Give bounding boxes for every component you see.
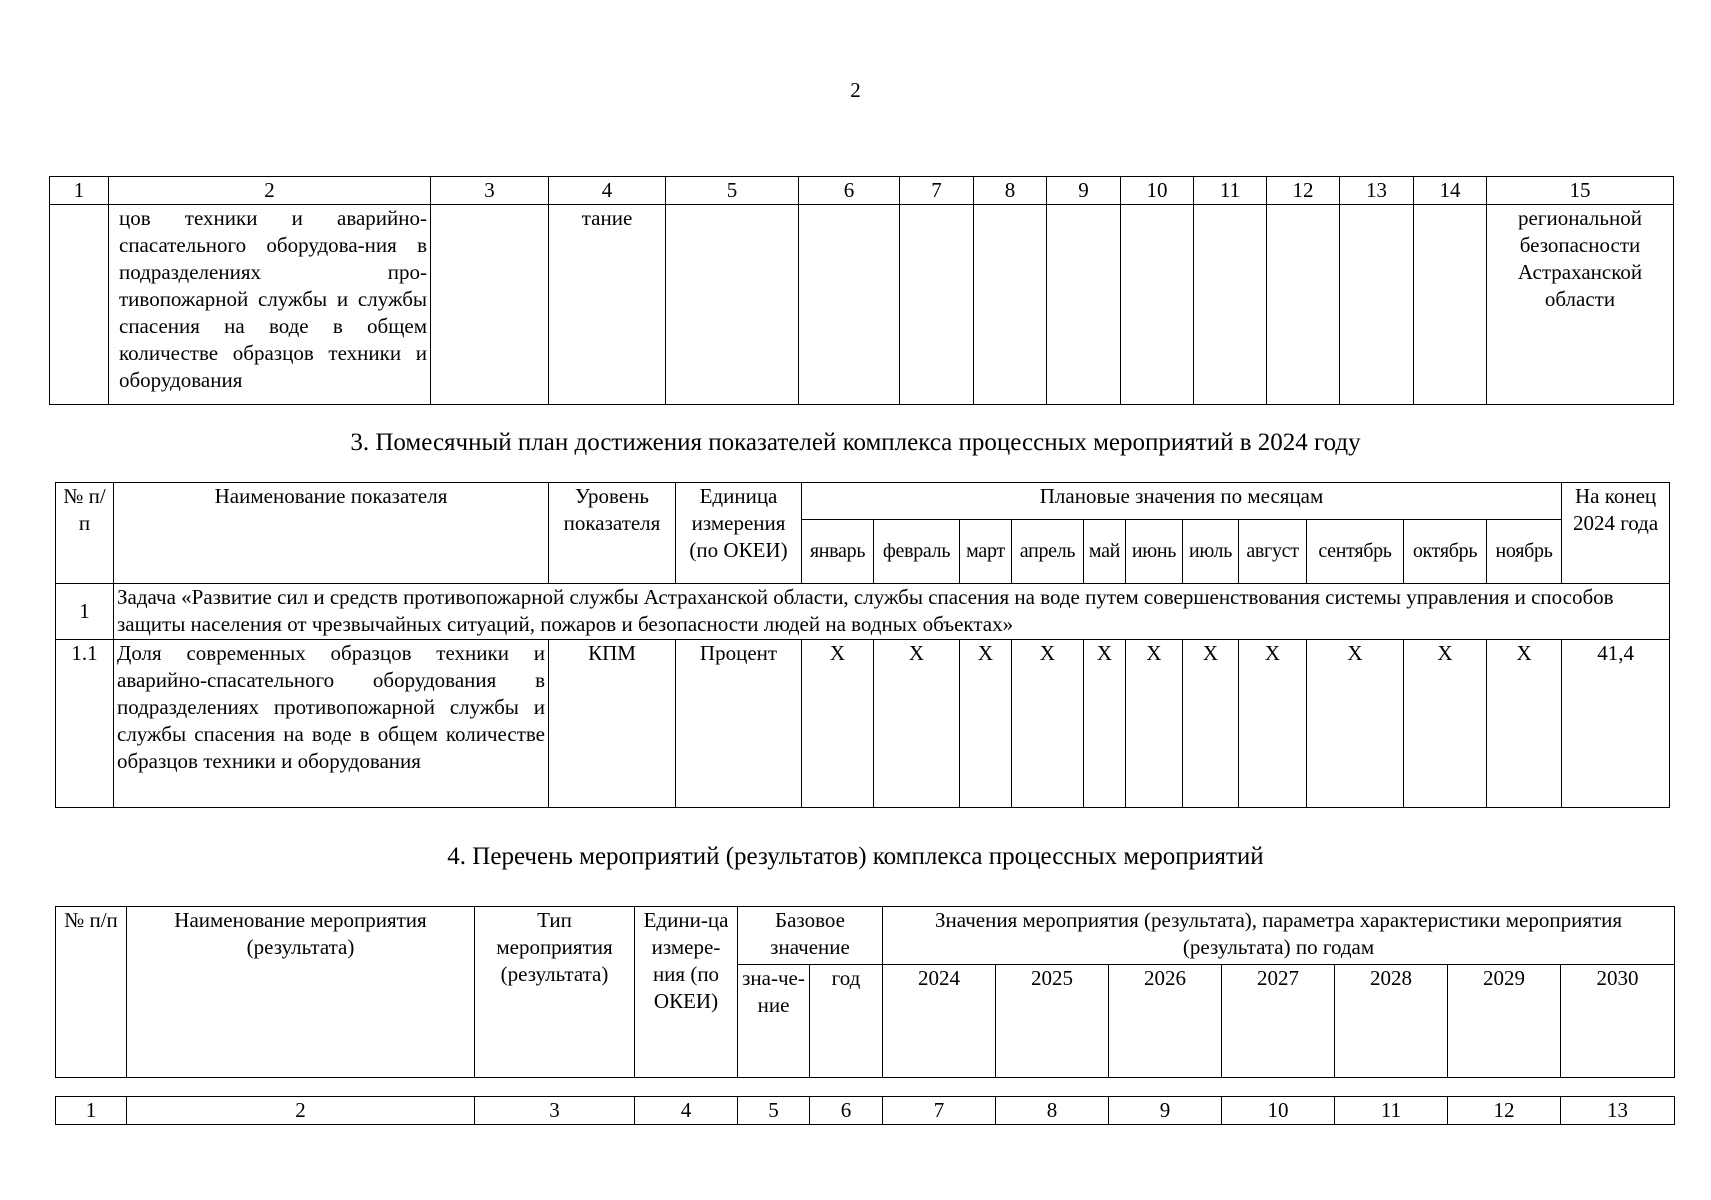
indicator-row: [56, 640, 1670, 808]
month-value: Х: [1239, 640, 1307, 808]
monthly-plan-table: [55, 482, 1670, 808]
month-value: Х: [1084, 640, 1126, 808]
month-header: июль: [1183, 520, 1239, 584]
cell-empty: [799, 205, 900, 405]
header-values-by-year: Значения мероприятия (результата), параметра характеристики мероприятия (результата) по годам: [883, 907, 1675, 965]
month-value: Х: [1183, 640, 1239, 808]
header-base-value: Базовое значение: [738, 907, 883, 965]
table-continuation: [49, 176, 1674, 405]
col-number: 1: [50, 177, 109, 205]
col-number: 6: [810, 1097, 883, 1125]
header-base-value-value: зна-че-ние: [738, 965, 810, 1078]
month-header: март: [960, 520, 1012, 584]
cell-text: тание: [549, 205, 666, 405]
month-value: Х: [802, 640, 874, 808]
col-number: 14: [1414, 177, 1487, 205]
activities-column-numbers-row: [56, 1097, 1675, 1125]
indicator-unit: Процент: [676, 640, 802, 808]
month-header: сентябрь: [1307, 520, 1404, 584]
activities-header-row-1: [56, 907, 1675, 965]
month-value: Х: [1126, 640, 1183, 808]
col-number: 10: [1222, 1097, 1335, 1125]
col-number: 11: [1335, 1097, 1448, 1125]
col-number: 9: [1109, 1097, 1222, 1125]
month-header: октябрь: [1404, 520, 1487, 584]
activities-header-table: [55, 906, 1675, 1078]
header-unit: Едини-ца измере-ния (по ОКЕИ): [635, 907, 738, 1078]
month-value: Х: [1012, 640, 1084, 808]
activities-column-numbers-table: [55, 1096, 1675, 1125]
month-value: Х: [960, 640, 1012, 808]
task-row: [56, 584, 1670, 640]
year-header: 2029: [1448, 965, 1561, 1078]
col-number: 13: [1340, 177, 1414, 205]
col-number: 10: [1121, 177, 1194, 205]
col-number: 8: [974, 177, 1047, 205]
year-end-value: 41,4: [1562, 640, 1670, 808]
monthly-plan-header-row-1: [56, 483, 1670, 520]
month-header: май: [1084, 520, 1126, 584]
month-header: июнь: [1126, 520, 1183, 584]
header-year-end: На конец 2024 года: [1562, 483, 1670, 584]
cell-empty: [666, 205, 799, 405]
col-number: 15: [1487, 177, 1674, 205]
indicator-name: Доля современных образцов техники и аварийно-спасательного оборудования в подразделениях противопожарной службы и службы спасения на воде в общем количестве образцов техники и оборудования: [114, 640, 549, 808]
col-number: 2: [109, 177, 431, 205]
cell-empty: [900, 205, 974, 405]
cell-empty: [974, 205, 1047, 405]
year-header: 2024: [883, 965, 996, 1078]
header-level: Уровень показателя: [549, 483, 676, 584]
month-header: апрель: [1012, 520, 1084, 584]
header-num: № п/п: [56, 483, 114, 584]
cell-empty: [50, 205, 109, 405]
indicator-num: 1.1: [56, 640, 114, 808]
responsible-cell: региональной безопасности Астраханской области: [1487, 205, 1674, 405]
header-planned-values: Плановые значения по месяцам: [802, 483, 1562, 520]
col-number: 4: [549, 177, 666, 205]
cell-empty: [431, 205, 549, 405]
year-header: 2027: [1222, 965, 1335, 1078]
year-header: 2025: [996, 965, 1109, 1078]
month-header: август: [1239, 520, 1307, 584]
month-header: февраль: [874, 520, 960, 584]
col-number: 3: [475, 1097, 635, 1125]
month-value: Х: [1404, 640, 1487, 808]
month-header: январь: [802, 520, 874, 584]
table1-header-row: [50, 177, 1674, 205]
col-number: 1: [56, 1097, 127, 1125]
header-activity-name: Наименование мероприятия (результата): [127, 907, 475, 1078]
cell-empty: [1414, 205, 1487, 405]
year-header: 2028: [1335, 965, 1448, 1078]
col-number: 7: [883, 1097, 996, 1125]
header-activity-type: Тип мероприятия (результата): [475, 907, 635, 1078]
cell-empty: [1121, 205, 1194, 405]
indicator-level: КПМ: [549, 640, 676, 808]
col-number: 12: [1267, 177, 1340, 205]
col-number: 3: [431, 177, 549, 205]
col-number: 12: [1448, 1097, 1561, 1125]
indicator-name-continuation: цов техники и аварийно-спасательного оборудова-ния в подразделениях про-тивопожарной службы и службы спасения на воде в общем количестве образцов техники и оборудования: [109, 205, 431, 405]
table1-data-row: [50, 205, 1674, 405]
cell-empty: [1047, 205, 1121, 405]
header-indicator-name: Наименование показателя: [114, 483, 549, 584]
col-number: 5: [666, 177, 799, 205]
cell-empty: [1340, 205, 1414, 405]
month-header: ноябрь: [1487, 520, 1562, 584]
section-4-title: 4. Перечень мероприятий (результатов) комплекса процессных мероприятий: [447, 843, 1264, 870]
year-header: 2026: [1109, 965, 1222, 1078]
cell-empty: [1194, 205, 1267, 405]
col-number: 4: [635, 1097, 738, 1125]
col-number: 13: [1561, 1097, 1675, 1125]
col-number: 2: [127, 1097, 475, 1125]
year-header: 2030: [1561, 965, 1675, 1078]
col-number: 11: [1194, 177, 1267, 205]
col-number: 7: [900, 177, 974, 205]
col-number: 5: [738, 1097, 810, 1125]
col-number: 8: [996, 1097, 1109, 1125]
col-number: 6: [799, 177, 900, 205]
page-number: 2: [850, 78, 861, 102]
header-num: № п/п: [56, 907, 127, 1078]
month-value: Х: [874, 640, 960, 808]
task-text: Задача «Развитие сил и средств противопожарной службы Астраханской области, службы спасения на воде путем совершенствования системы управления и способов защиты населения от чрезвычайных ситуаций, пожаров и безопасности людей на водных объектах»: [114, 584, 1670, 640]
section-3-title: 3. Помесячный план достижения показателей комплекса процессных мероприятий в 2024 году: [350, 429, 1361, 456]
header-base-value-year: год: [810, 965, 883, 1078]
cell-empty: [1267, 205, 1340, 405]
month-value: Х: [1307, 640, 1404, 808]
task-num: 1: [56, 584, 114, 640]
col-number: 9: [1047, 177, 1121, 205]
header-unit: Единица измерения (по ОКЕИ): [676, 483, 802, 584]
month-value: Х: [1487, 640, 1562, 808]
